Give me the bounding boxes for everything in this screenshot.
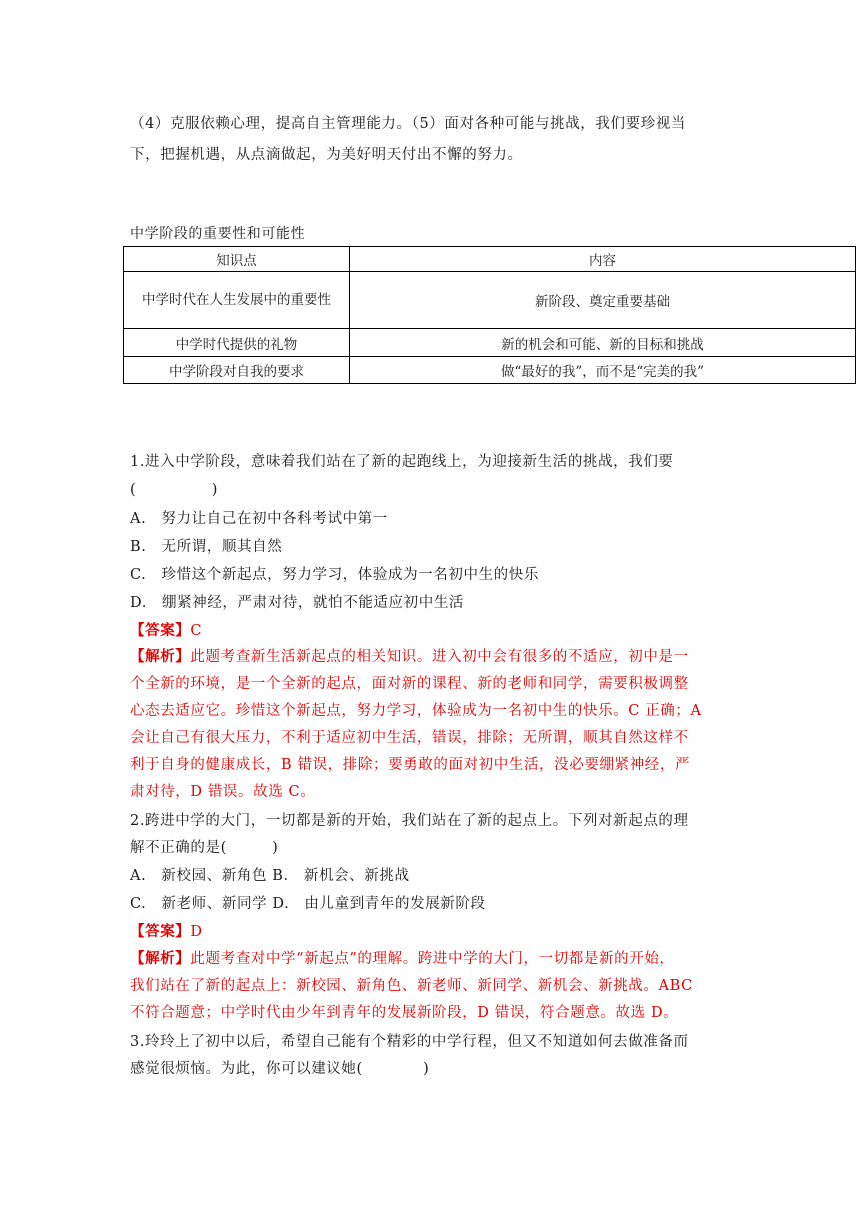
question-2-analysis-line: 不符合题意；中学时代由少年到青年的发展新阶段，D 错误，符合题意。故选 D。 (130, 1005, 679, 1021)
answer-label: 【答案】 (130, 923, 191, 940)
question-2-stem-line-2: 解不正确的是( ) (130, 840, 279, 856)
analysis-label: 【解析】 (130, 648, 191, 665)
analysis-text: 此题考查对中学“新起点”的理解。跨进中学的大门，一切都是新的开始， (190, 951, 675, 967)
analysis-label: 【解析】 (130, 950, 191, 967)
table-header-cell: 知识点 (124, 247, 350, 272)
question-3-stem-line-1: 3.玲玲上了初中以后，希望自己能有个精彩的中学行程，但又不知道如何去做准备而 (130, 1034, 689, 1050)
question-3-stem-line-2: 感觉很烦恼。为此，你可以建议她( ) (130, 1061, 430, 1077)
question-1-stem-line-2: ( ) (130, 482, 219, 498)
question-2-analysis-line (130, 947, 675, 968)
table-cell: 中学时代在人生发展中的重要性 (124, 272, 350, 329)
question-2-stem-line-1: 2.跨进中学的大门，一切都是新的开始，我们站在了新的起点上。下列对新起点的理 (130, 813, 689, 829)
question-2-answer (130, 920, 203, 941)
question-1-stem-line-1: 1.进入中学阶段，意味着我们站在了新的起跑线上，为迎接新生活的挑战，我们要 (130, 454, 674, 470)
analysis-text: 此题考查新生活新起点的相关知识。进入初中会有很多的不适应，初中是一 (190, 649, 689, 665)
table-cell: 新阶段、奠定重要基础 (350, 272, 856, 329)
table-caption: 中学阶段的重要性和可能性 (130, 226, 306, 242)
question-2-option: A. 新校园、新角色 B. 新机会、新挑战 (130, 868, 410, 884)
question-1-analysis-line: 肃对待，D 错误。故选 C。 (130, 784, 316, 800)
answer-value: D (190, 924, 203, 940)
question-2-option: C. 新老师、新同学 D. 由儿童到青年的发展新阶段 (130, 896, 486, 912)
table-row (124, 329, 856, 357)
question-1-analysis-line: 个全新的环境，是一个全新的起点，面对新的课程、新的老师和同学，需要积极调整 (130, 676, 689, 692)
table-row (124, 357, 856, 384)
question-1-option: C. 珍惜这个新起点，努力学习，体验成为一名初中生的快乐 (130, 567, 539, 583)
question-1-option: A. 努力让自己在初中各科考试中第一 (130, 511, 388, 527)
table-cell: 中学阶段对自我的要求 (124, 357, 350, 384)
question-1-analysis-line: 会让自己有很大压力，不利于适应初中生活，错误，排除；无所谓，顺其自然这样不 (130, 730, 689, 746)
table-row (124, 272, 856, 329)
answer-value: C (190, 623, 203, 639)
question-1-option: B. 无所谓，顺其自然 (130, 539, 283, 555)
table-cell: 中学时代提供的礼物 (124, 329, 350, 357)
question-1-analysis-line: 利于自身的健康成长，B 错误，排除；要勇敢的面对初中生活，没必要绷紧神经，严 (130, 757, 691, 773)
table-cell: 新的机会和可能、新的目标和挑战 (350, 329, 856, 357)
intro-line-2: 下，把握机遇，从点滴做起，为美好明天付出不懈的努力。 (130, 147, 523, 163)
knowledge-table (123, 246, 856, 384)
table-cell: 做“最好的我”，而不是“完美的我” (350, 357, 856, 384)
question-1-analysis-line: 心态去适应它。珍惜这个新起点，努力学习，体验成为一名初中生的快乐。C 正确；A (130, 703, 702, 719)
intro-line-1: （4）克服依赖心理，提高自主管理能力。（5）面对各种可能与挑战，我们要珍视当 (130, 116, 686, 132)
question-1-answer (130, 619, 202, 640)
question-1-analysis-line (130, 645, 689, 666)
question-1-option: D. 绷紧神经，严肃对待，就怕不能适应初中生活 (130, 595, 465, 611)
answer-label: 【答案】 (130, 622, 191, 639)
table-header-cell: 内容 (350, 247, 856, 272)
question-2-analysis-line: 我们站在了新的起点上：新校园、新角色、新老师、新同学、新机会、新挑战。ABC (130, 978, 693, 994)
table-header-row (124, 247, 856, 272)
